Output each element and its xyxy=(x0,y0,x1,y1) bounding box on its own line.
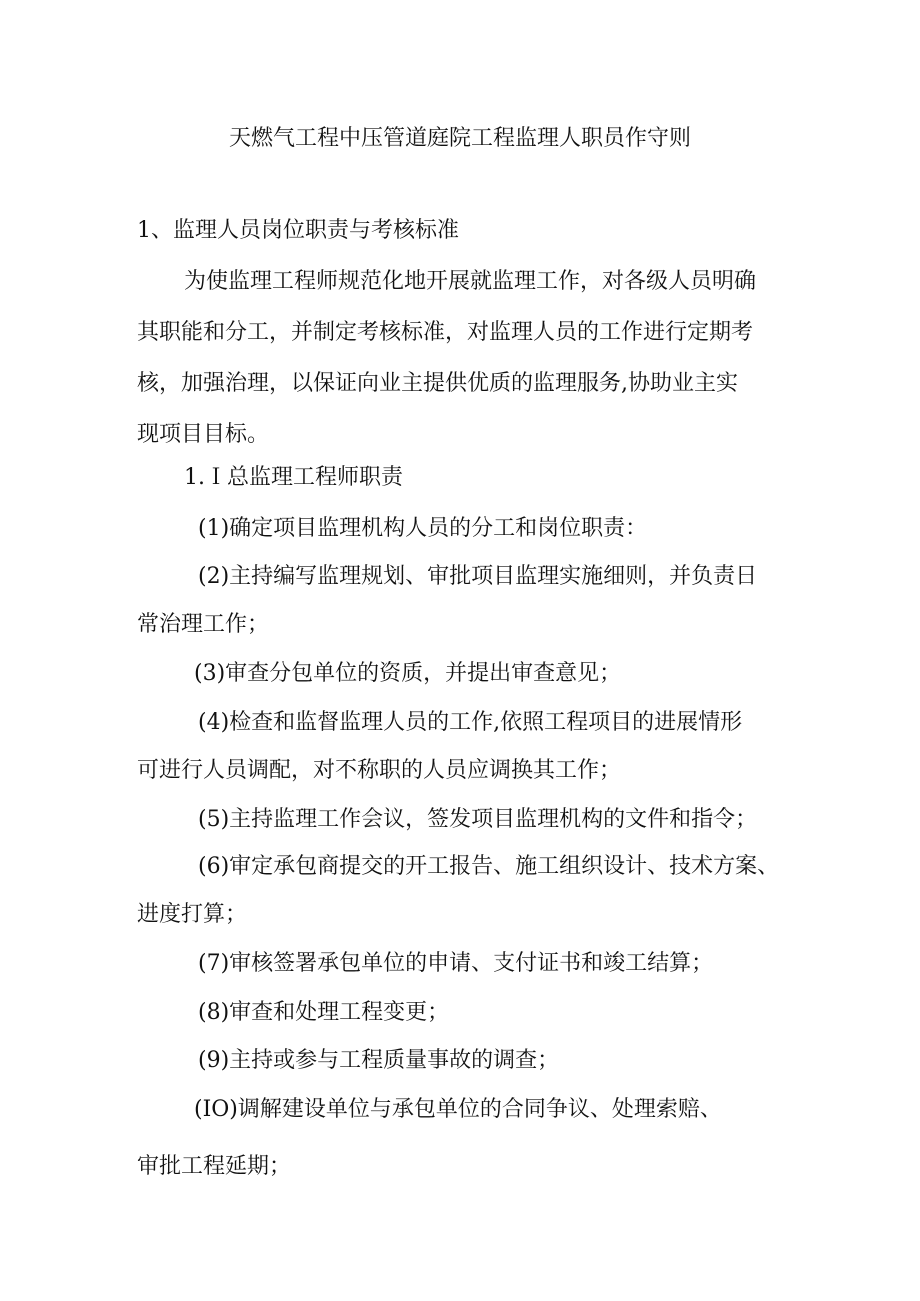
item-10-line-2: 审批工程延期； xyxy=(137,1154,292,1179)
intro-line-2: 其职能和分工，并制定考核标准，对监理人员的工作进行定期考 xyxy=(137,320,754,345)
item-2-line-2: 常治理工作； xyxy=(137,612,270,637)
item-6-line-1: (6)审定承包商提交的开工报告、施工组织设计、技术方案、 xyxy=(198,854,780,879)
item-2-line-1: (2)主持编写监理规划、审批项目监理实施细则，并负责日 xyxy=(198,564,758,589)
subsection-heading: 1.Ｉ总监理工程师职责 xyxy=(184,465,403,490)
intro-line-1: 为使监理工程师规范化地开展就监理工作，对各级人员明确 xyxy=(184,269,757,294)
document-title: 天燃气工程中压管道庭院工程监理人职员作守则 xyxy=(228,126,691,151)
item-3-line-1: (3)审查分包单位的资质，并提出审查意见； xyxy=(194,661,622,686)
item-9-line-1: (9)主持或参与工程质量事故的调查； xyxy=(198,1048,560,1073)
intro-line-3: 核，加强治理，以保证向业主提供优质的监理服务,协助业主实 xyxy=(137,371,738,396)
item-4-line-1: (4)检查和监督监理人员的工作,依照工程项目的进展情形 xyxy=(198,710,743,735)
item-7-line-1: (7)审核签署承包单位的申请、支付证书和竣工结算； xyxy=(198,951,714,976)
item-6-line-2: 进度打算； xyxy=(137,902,248,927)
section-heading: 1、监理人员岗位职责与考核标准 xyxy=(137,218,459,243)
item-4-line-2: 可进行人员调配，对不称职的人员应调换其工作； xyxy=(137,758,622,783)
item-8-line-1: (8)审查和处理工程变更； xyxy=(198,1000,450,1025)
item-5-line-1: (5)主持监理工作会议，签发项目监理机构的文件和指令； xyxy=(198,807,758,832)
intro-line-4: 现项目目标。 xyxy=(137,422,270,447)
item-1-line-1: (1)确定项目监理机构人员的分工和岗位职责： xyxy=(198,516,648,541)
item-10-line-1: (IO)调解建设单位与承包单位的合同争议、处理索赔、 xyxy=(194,1097,722,1122)
